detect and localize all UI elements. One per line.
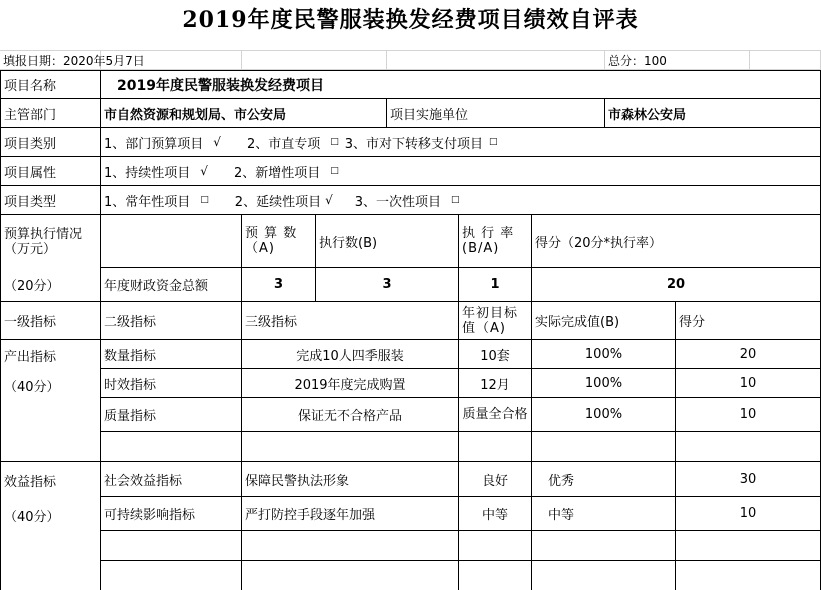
empty-cell xyxy=(459,561,532,590)
option-text: 2、新增性项目 xyxy=(233,165,321,181)
col-exec: 执行数(B) xyxy=(316,215,459,268)
budget-row-label: 年度财政资金总额 xyxy=(101,268,242,302)
level3-cell: 保证无不合格产品 xyxy=(242,398,459,432)
col-rate: 执 行 率(B/A) xyxy=(459,215,532,268)
col-score: 得分（20分*执行率） xyxy=(532,215,821,268)
option-text: 3、市对下转移支付项目 xyxy=(344,136,484,152)
option-text: 2、延续性项目 xyxy=(234,194,322,210)
level2-cell: 质量指标 xyxy=(101,398,242,432)
page-title: 2019年度民警服装换发经费项目绩效自评表 xyxy=(182,7,639,33)
option-text: 2、市直专项 xyxy=(246,136,321,152)
empty-cell xyxy=(532,561,676,590)
total-score-text: 总分：100 xyxy=(608,53,667,68)
rate-value: 1 xyxy=(459,268,532,302)
attr-label: 项目属性 xyxy=(0,157,101,186)
empty-cell xyxy=(242,531,459,561)
header-blank xyxy=(242,50,387,70)
type-label: 项目类型 xyxy=(0,186,101,215)
fill-date-label xyxy=(0,50,145,70)
target-cell: 良好 xyxy=(459,462,532,497)
total-score xyxy=(605,50,750,70)
exec-value: 3 xyxy=(316,268,459,302)
dept-value: 市自然资源和规划局、市公安局 xyxy=(101,99,387,128)
attr-options xyxy=(101,157,821,186)
option-text: 3、一次性项目 xyxy=(354,194,442,210)
benefit-label: 效益指标 xyxy=(4,475,57,490)
empty-cell xyxy=(101,531,242,561)
score-cell: 10 xyxy=(676,398,821,432)
score-cell: 30 xyxy=(676,462,821,497)
type-options xyxy=(101,186,821,215)
benefit-points: （40分） xyxy=(4,510,60,525)
budget-value: 3 xyxy=(242,268,316,302)
actual-cell: 100% xyxy=(532,398,676,432)
header-blank xyxy=(750,50,821,70)
impl-unit-value: 市森林公安局 xyxy=(605,99,821,128)
empty-cell xyxy=(676,432,821,462)
header-blank xyxy=(387,50,605,70)
col-level3: 三级指标 xyxy=(242,302,459,340)
target-cell: 12月 xyxy=(459,369,532,398)
level2-cell: 时效指标 xyxy=(101,369,242,398)
option-text: 1、部门预算项目 xyxy=(104,136,204,152)
empty-cell xyxy=(676,561,821,590)
col-budget: 预 算 数（A) xyxy=(242,215,316,268)
score-cell: 10 xyxy=(676,497,821,531)
target-cell: 10套 xyxy=(459,340,532,369)
benefit-indicator-cell xyxy=(0,462,101,590)
empty-cell xyxy=(101,432,242,462)
target-cell: 中等 xyxy=(459,497,532,531)
level2-cell: 社会效益指标 xyxy=(101,462,242,497)
check-mark: √ xyxy=(325,193,333,207)
project-name-label: 项目名称 xyxy=(0,70,101,99)
category-label: 项目类别 xyxy=(0,128,101,157)
actual-cell: 优秀 xyxy=(532,462,676,497)
fill-date: 填报日期：2020年5月7日 xyxy=(3,53,145,68)
col-target: 年初目标值（A) xyxy=(459,302,532,340)
level2-cell: 数量指标 xyxy=(101,340,242,369)
option-text: 1、持续性项目 xyxy=(104,165,191,181)
empty-cell xyxy=(532,531,676,561)
col-score-ind: 得分 xyxy=(676,302,821,340)
checkbox-icon: □ xyxy=(489,137,498,147)
project-name-value: 2019年度民警服装换发经费项目 xyxy=(101,70,821,99)
level3-cell: 保障民警执法形象 xyxy=(242,462,459,497)
budget-label: 预算执行情况（万元） xyxy=(0,215,101,268)
actual-cell: 100% xyxy=(532,369,676,398)
col-level1: 一级指标 xyxy=(0,302,101,340)
budget-score-note: （20分） xyxy=(0,268,101,302)
empty-cell xyxy=(459,432,532,462)
output-label: 产出指标 xyxy=(4,350,57,365)
empty-cell xyxy=(242,432,459,462)
level3-cell: 完成10人四季服装 xyxy=(242,340,459,369)
impl-unit-label: 项目实施单位 xyxy=(387,99,605,128)
empty-cell xyxy=(459,531,532,561)
score-cell: 10 xyxy=(676,369,821,398)
header-blank xyxy=(101,50,242,70)
check-mark: √ xyxy=(200,164,208,178)
empty-cell xyxy=(242,561,459,590)
score-cell: 20 xyxy=(676,340,821,369)
level3-cell: 2019年度完成购置 xyxy=(242,369,459,398)
col-actual: 实际完成值(B) xyxy=(532,302,676,340)
level3-cell: 严打防控手段逐年加强 xyxy=(242,497,459,531)
level2-cell: 可持续影响指标 xyxy=(101,497,242,531)
dept-label: 主管部门 xyxy=(0,99,101,128)
target-cell: 质量全合格 xyxy=(459,398,532,432)
checkbox-icon: □ xyxy=(451,195,460,205)
budget-blank xyxy=(101,215,242,268)
empty-cell xyxy=(101,561,242,590)
col-level2: 二级指标 xyxy=(101,302,242,340)
score-value: 20 xyxy=(532,268,821,302)
output-indicator-cell xyxy=(0,340,101,462)
output-points: （40分） xyxy=(4,380,60,395)
empty-cell xyxy=(532,432,676,462)
empty-cell xyxy=(676,531,821,561)
category-options xyxy=(101,128,821,157)
checkbox-icon: □ xyxy=(200,195,209,205)
checkbox-icon: □ xyxy=(330,137,339,147)
actual-cell: 中等 xyxy=(532,497,676,531)
actual-cell: 100% xyxy=(532,340,676,369)
option-text: 1、常年性项目 xyxy=(104,194,191,210)
check-mark: √ xyxy=(213,135,221,149)
checkbox-icon: □ xyxy=(330,166,339,176)
